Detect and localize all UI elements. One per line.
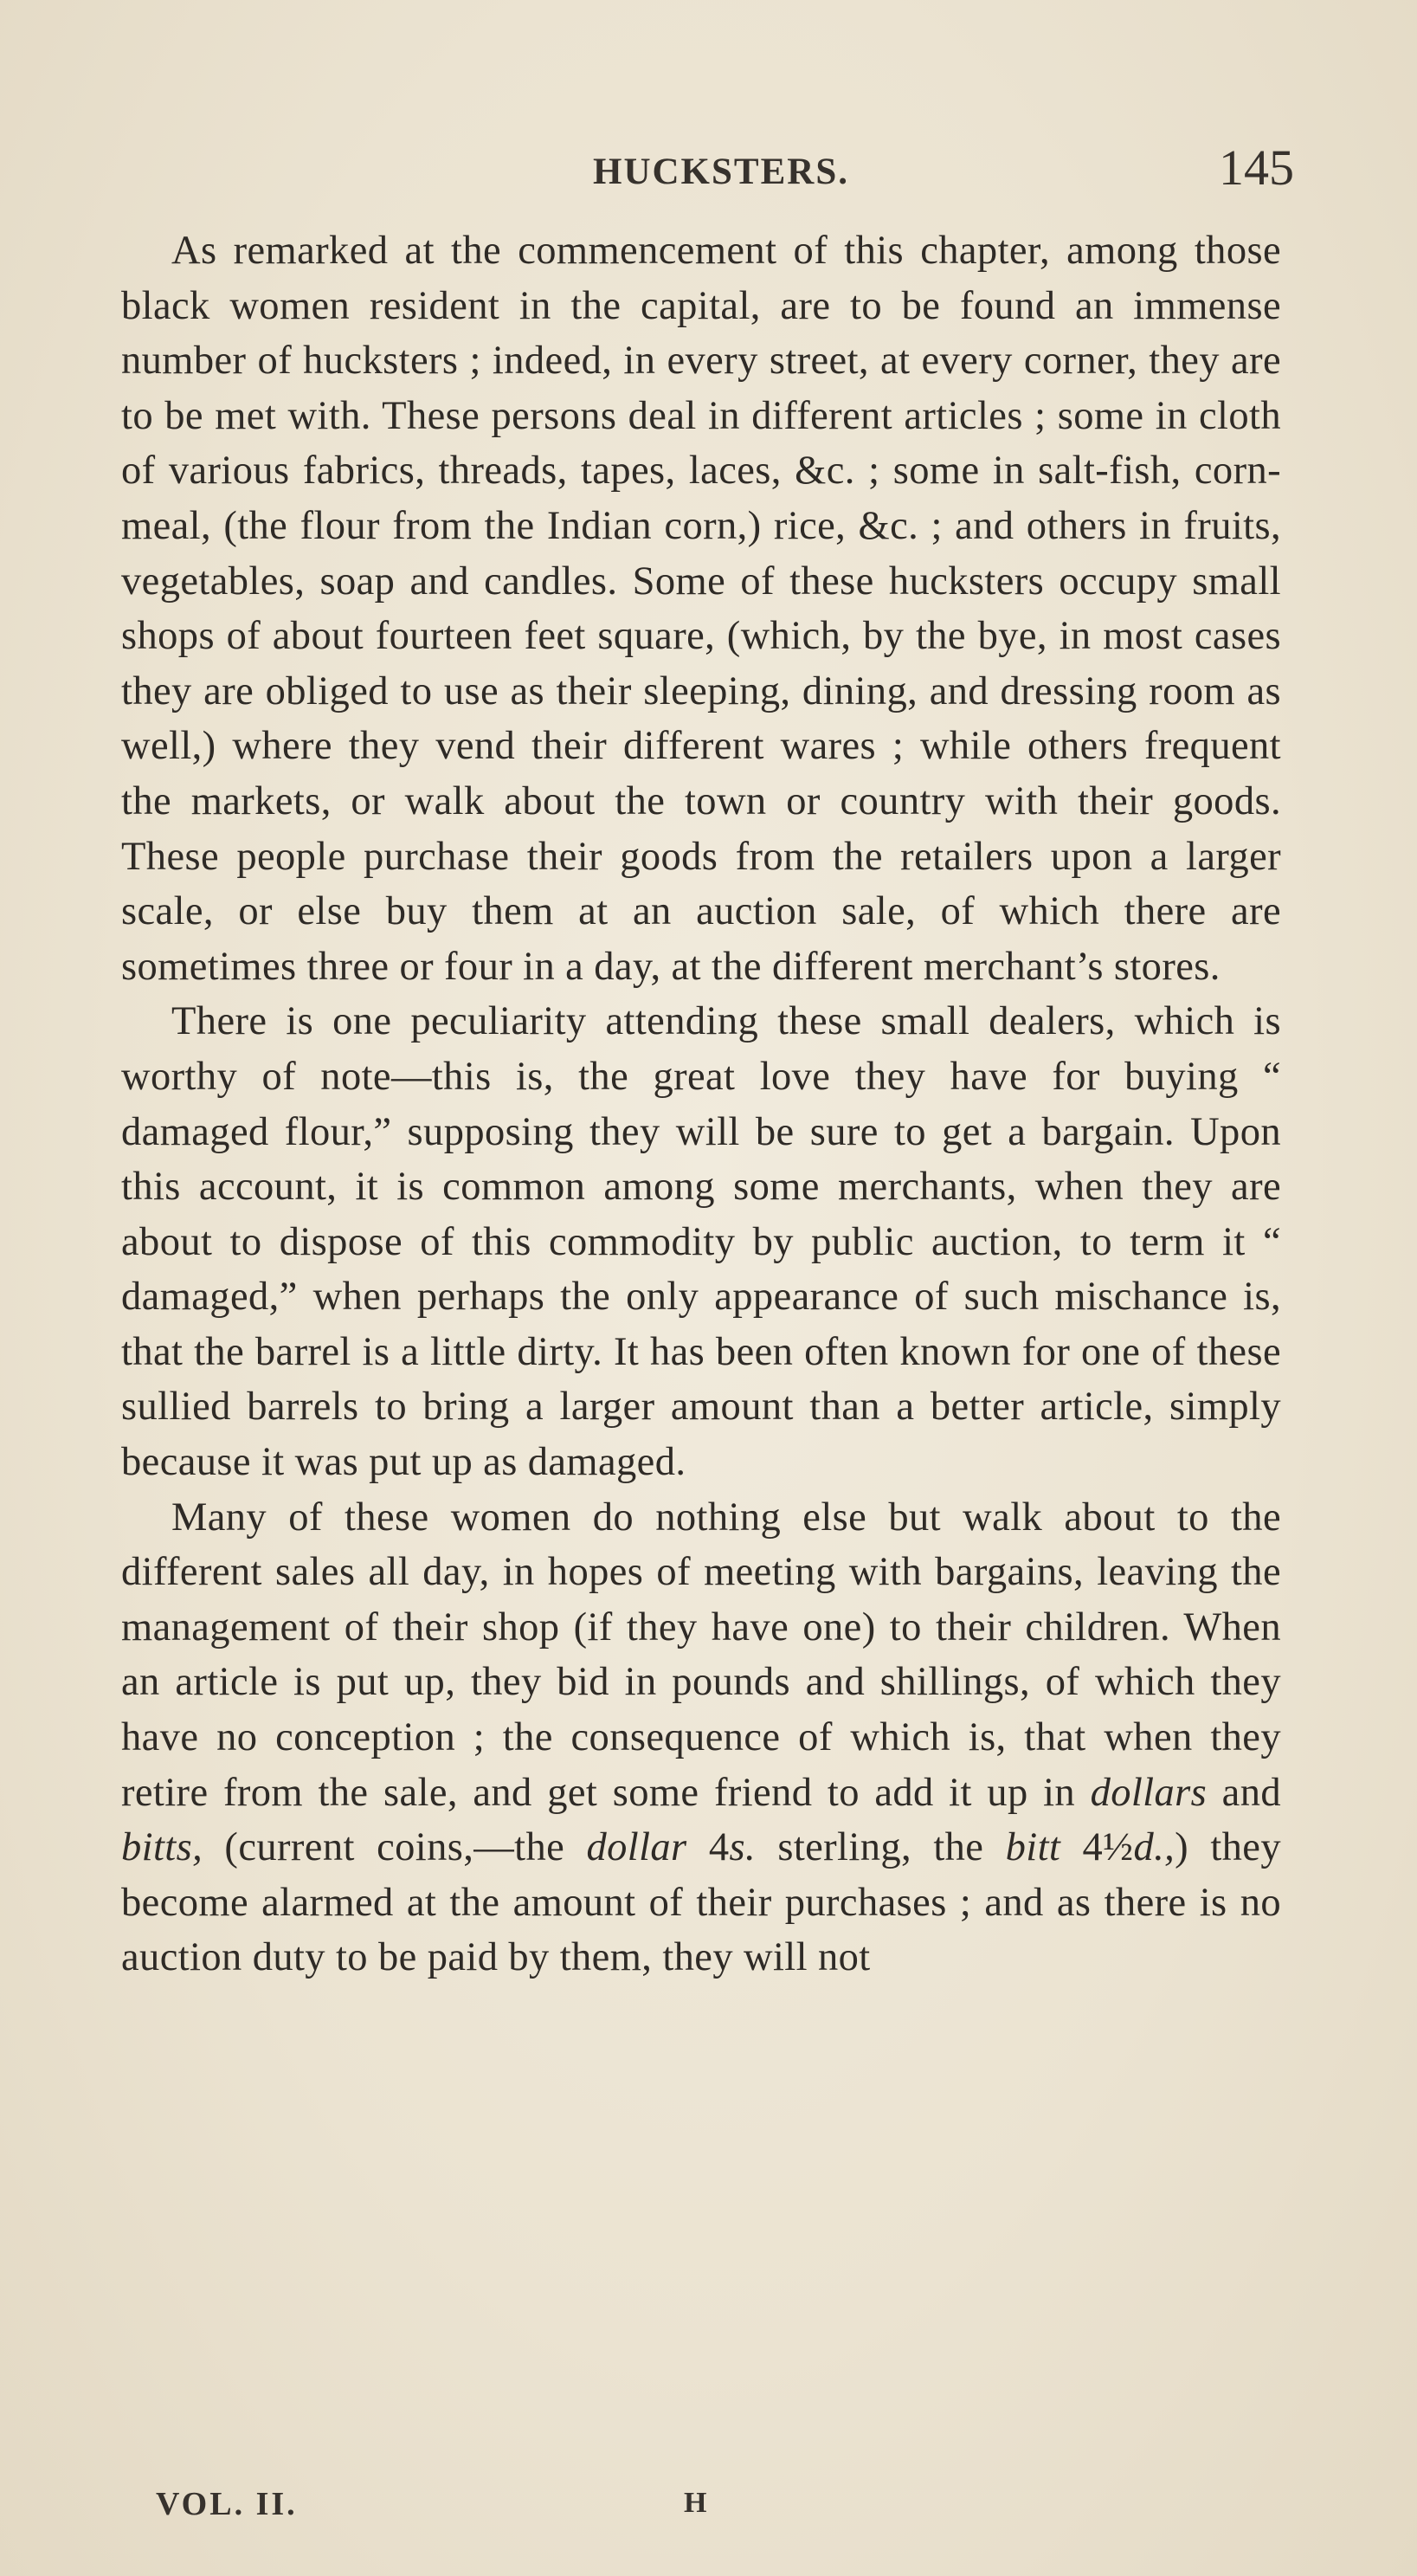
volume-signature: VOL. II. <box>156 2486 298 2522</box>
running-head: HUCKSTERS. <box>593 152 849 192</box>
paragraph-3-text: 4 <box>686 1825 730 1870</box>
paragraph-3-text: (current coins,—the <box>203 1825 587 1870</box>
italic-term: dollar <box>586 1825 687 1870</box>
page-footer <box>156 2485 762 2537</box>
paragraph-3-text: sterling, the <box>756 1825 1006 1870</box>
paragraph-2-text: There is one peculiarity attending these small dealers, which is worthy of note—this is, the great love they have for buying “ damaged flour,” supposing they will be sure to get a bargain. Upon this account, it is common among some merchants, when they are about to dispose of this commodity by public auction, to term it “ damaged,” when perhaps the only appearance of such mischance is, that the barrel is a little dirty. It has been often known for one of these sullied barrels to bring a larger amount than a better article, simply because it was put up as damaged. <box>121 999 1281 1485</box>
page-header <box>121 139 1294 199</box>
italic-term: d., <box>1133 1825 1175 1870</box>
paragraph-1-text: As remarked at the commencement of this chapter, among those black women resident in the capital, are to be found an immense number of hucksters ; indeed, in every street, at every corner, they are to be met with. These persons deal in different articles ; some in cloth of various fabrics, threads, tapes, laces, &c. ; some in salt-fish, corn-meal, (the flour from the Indian corn,) rice, &c. ; and others in fruits, vegetables, soap and candles. Some of these hucksters occupy small shops of about fourteen feet square, (which, by the bye, in most cases they are obliged to use as their sleeping, dining, and dressing room as well,) where they vend their different wares ; while others frequent the markets, or walk about the town or country with their goods. These people purchase their goods from the retailers upon a larger scale, or else buy them at an auction sale, of which there are sometimes three or four in a day, at the different merchant’s stores. <box>121 229 1281 989</box>
paragraph-1 <box>121 223 1281 994</box>
signature-mark: H <box>684 2487 707 2519</box>
italic-term: bitt <box>1005 1825 1061 1870</box>
paragraph-3-text: ) they become alarmed at the amount of their purchases ; and as there is no auction duty to be paid by them, they will not <box>121 1825 1281 1980</box>
italic-term: dollars <box>1090 1770 1208 1815</box>
paragraph-3 <box>121 1490 1281 1985</box>
paragraph-3-text: Many of these women do nothing else but walk about to the different sales all day, in hopes of meeting with bargains, leaving the management of their shop (if they have one) to their children. When an article is put up, they bid in pounds and shillings, of which they have no conception ; the consequence of which is, that when they retire from the sale, and get some friend to add it up in <box>121 1495 1281 1815</box>
paragraph-3-text: and <box>1207 1770 1281 1815</box>
italic-term: s. <box>729 1825 757 1870</box>
paragraph-2 <box>121 994 1281 1489</box>
italic-term: bitts, <box>121 1825 203 1870</box>
body-text <box>121 223 1281 1985</box>
paragraph-3-text: 4½ <box>1060 1825 1134 1870</box>
page-number: 145 <box>1219 139 1294 196</box>
